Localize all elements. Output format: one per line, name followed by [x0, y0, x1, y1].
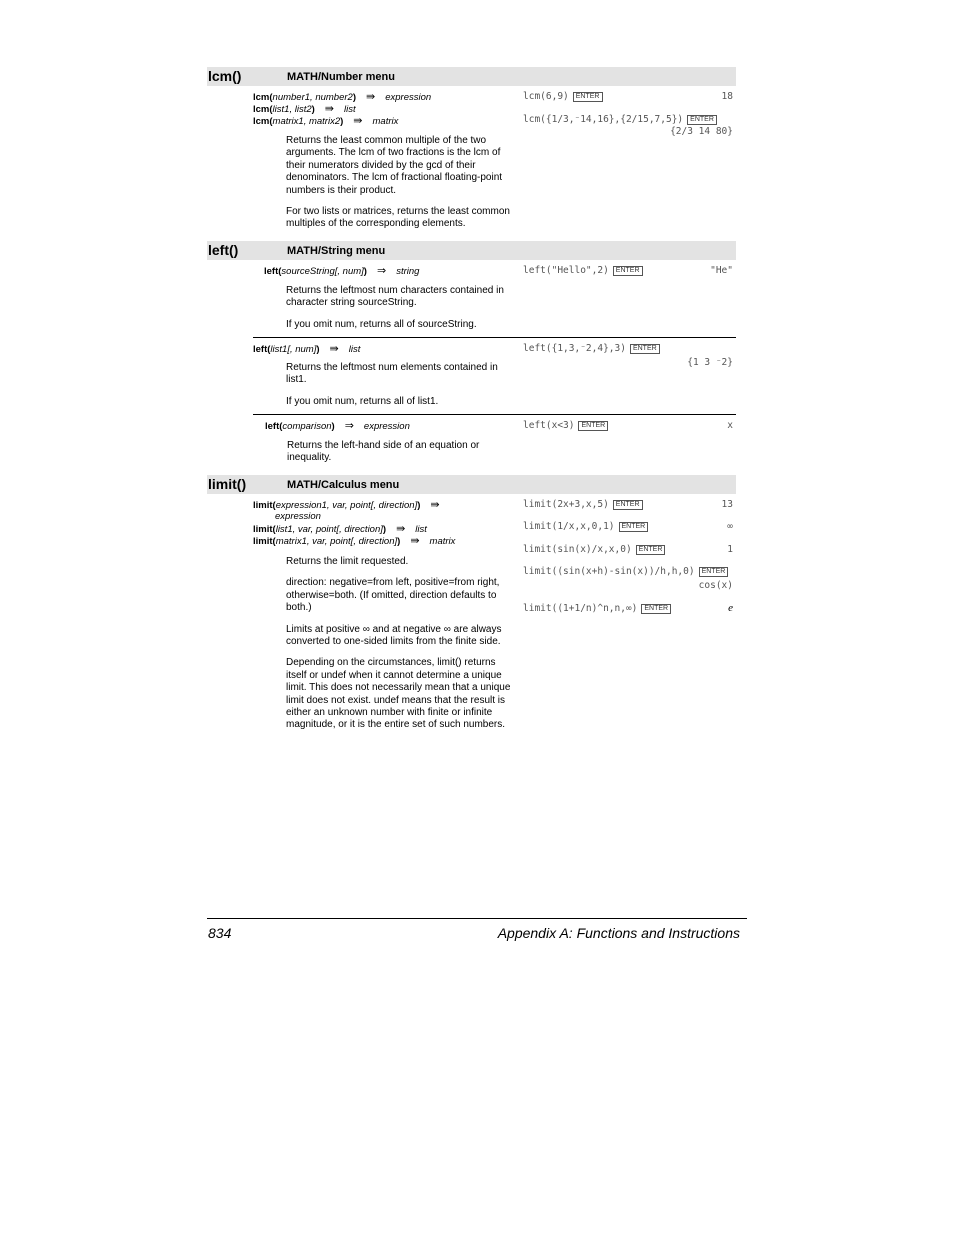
syntax-line: limit(matrix1, var, point[, direction]) ⇛ matrix — [253, 535, 456, 547]
example-input: left(x<3) ENTER — [523, 420, 608, 431]
enter-key-icon: ENTER — [619, 522, 649, 532]
description-paragraph: Depending on the circumstances, limit() returns itself or undef when it cannot determine a unique limit. This does not necessarily mean that a unique limit does not exist. undef means that the result is either an unknown number with finite or infinite magnitude, or it is the entire set of such numbers. — [286, 657, 511, 731]
example-result: cos(x) — [698, 580, 733, 591]
enter-key-icon: ENTER — [613, 266, 643, 276]
menu-path: MATH/String menu — [287, 245, 386, 257]
example-result: ∞ — [727, 521, 733, 532]
enter-key-icon: ENTER — [573, 92, 603, 102]
syntax-line: left(sourceString[, num]) ⇒ string — [264, 265, 420, 277]
example-result: 18 — [721, 91, 733, 102]
function-name: lcm() — [208, 68, 242, 84]
example-input: limit(2x+3,x,5) ENTER — [523, 499, 643, 510]
syntax-line: left(comparison) ⇒ expression — [265, 420, 410, 432]
menu-path: MATH/Number menu — [287, 71, 395, 83]
description — [286, 556, 514, 741]
footer-section-title: Appendix A: Functions and Instructions — [497, 925, 740, 941]
example-result: 1 — [727, 544, 733, 555]
syntax-line: limit(expression1, var, point[, direction]) ⇛ — [253, 499, 440, 511]
description-paragraph: direction: negative=from left, positive=from right, otherwise=both. (If omitted, direction defaults to both.) — [286, 577, 500, 614]
function-name: left() — [208, 242, 239, 258]
enter-key-icon: ENTER — [613, 500, 643, 510]
example-result: {1 3 ⁻2} — [687, 357, 733, 368]
divider — [253, 337, 736, 338]
example-input: limit(sin(x)/x,x,0) ENTER — [523, 544, 665, 555]
example-result: {2/3 14 80} — [670, 126, 733, 137]
example-result: x — [727, 420, 733, 431]
enter-key-icon: ENTER — [699, 567, 729, 577]
enter-key-icon: ENTER — [630, 344, 660, 354]
description-paragraph: Limits at positive ∞ and at negative ∞ are always converted to one-sided limits from the finite side. — [286, 623, 502, 648]
example-result: e — [728, 602, 733, 614]
syntax-line: limit(list1, var, point[, direction]) ⇛ list — [253, 523, 427, 535]
description-paragraph: Returns the leftmost num elements contained in list1. — [286, 362, 498, 386]
example-input: limit((sin(x+h)-sin(x))/h,h,0) ENTER — [523, 566, 728, 577]
enter-key-icon: ENTER — [687, 115, 717, 125]
description — [287, 440, 515, 474]
enter-key-icon: ENTER — [636, 545, 666, 555]
syntax-return: expression — [275, 511, 321, 522]
description — [286, 285, 514, 340]
description — [286, 135, 514, 240]
example-input: lcm(6,9) ENTER — [523, 91, 603, 102]
syntax-line: left(list1[, num]) ⇛ list — [253, 343, 361, 355]
example-input: left({1,3,⁻2,4},3) ENTER — [523, 343, 660, 354]
function-name: limit() — [208, 476, 247, 492]
menu-path: MATH/Calculus menu — [287, 479, 400, 491]
description-paragraph: If you omit num, returns all of list1. — [286, 395, 439, 407]
description — [286, 362, 514, 417]
syntax-line: lcm(number1, number2) ⇛ expression — [253, 91, 432, 103]
description-paragraph: Returns the least common multiple of the two arguments. The lcm of two fractions is the lcm of their numerators divided by the gcd of their denominators. The lcm of fractional floating-point numbers is their product. — [286, 135, 503, 196]
divider — [253, 414, 736, 415]
enter-key-icon: ENTER — [641, 604, 671, 614]
example-input: left("Hello",2) ENTER — [523, 265, 643, 276]
page-number: 834 — [208, 925, 232, 941]
example-result: 13 — [721, 499, 733, 510]
syntax-line: lcm(matrix1, matrix2) ⇛ matrix — [253, 115, 399, 127]
description-paragraph: Returns the leftmost num characters contained in character string sourceString. — [286, 285, 504, 309]
description-paragraph: If you omit num, returns all of sourceString. — [286, 318, 477, 330]
example-input: limit(1/x,x,0,1) ENTER — [523, 521, 648, 532]
example-input: lcm({1/3,⁻14,16},{2/15,7,5}) ENTER — [523, 114, 717, 125]
description-paragraph: For two lists or matrices, returns the least common multiples of the corresponding elements. — [286, 206, 510, 230]
example-input: limit((1+1/n)^n,n,∞) ENTER — [523, 603, 671, 614]
enter-key-icon: ENTER — [578, 421, 608, 431]
example-result: "He" — [710, 265, 733, 276]
description-paragraph: Returns the limit requested. — [286, 556, 409, 567]
footer-rule — [207, 918, 747, 919]
description-paragraph: Returns the left-hand side of an equation or inequality. — [287, 440, 480, 464]
syntax-line: lcm(list1, list2) ⇛ list — [253, 103, 356, 115]
